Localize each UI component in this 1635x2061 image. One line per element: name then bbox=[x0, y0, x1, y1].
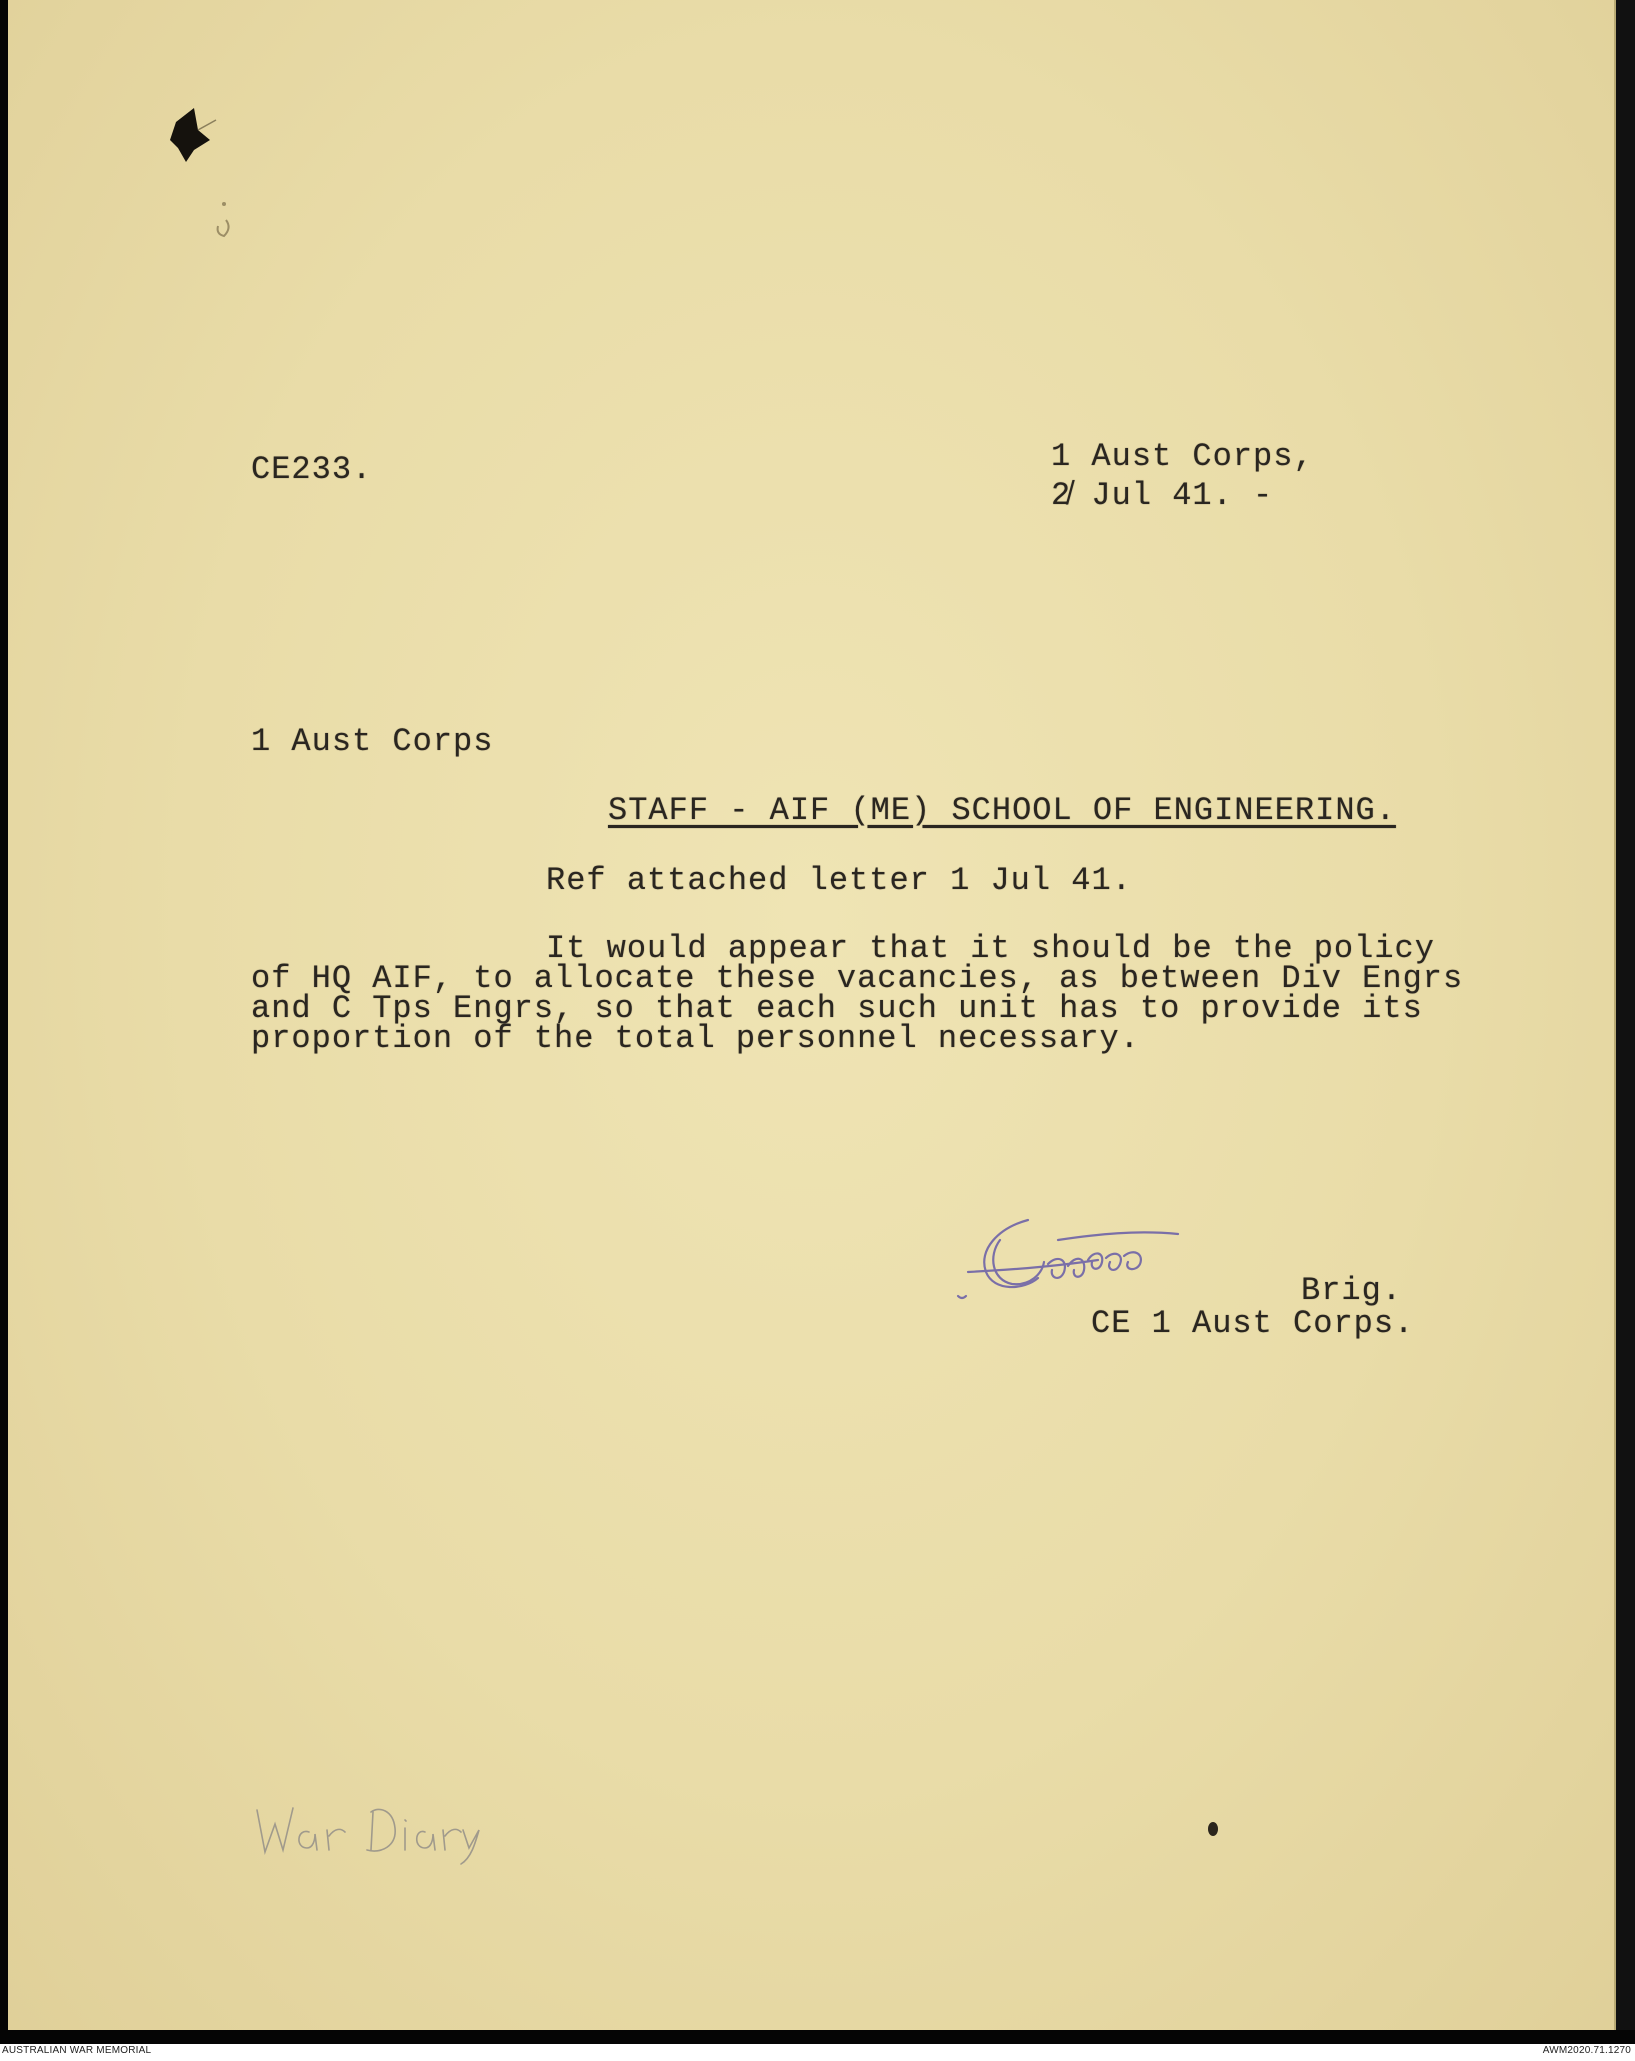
body-line: of HQ AIF, to allocate these vacancies, as between Div Engrs bbox=[251, 960, 1464, 997]
sender-address-line-1: 1 Aust Corps, bbox=[1051, 438, 1314, 475]
torn-punch-hole-mark bbox=[158, 100, 278, 260]
signatory-rank: Brig. bbox=[1301, 1272, 1403, 1309]
ink-speck bbox=[1208, 1822, 1218, 1836]
handwritten-pencil-note bbox=[253, 1790, 493, 1870]
reference-line: Ref attached letter 1 Jul 41. bbox=[546, 862, 1132, 899]
subject-heading: STAFF - AIF (ME) SCHOOL OF ENGINEERING. bbox=[608, 792, 1396, 829]
signatory-appointment: CE 1 Aust Corps. bbox=[1091, 1305, 1415, 1342]
scan-background-edge bbox=[1616, 0, 1635, 2030]
body-line: It would appear that it should be the policy bbox=[546, 930, 1435, 967]
archive-name: AUSTRALIAN WAR MEMORIAL bbox=[2, 2045, 152, 2056]
paper-sheet bbox=[8, 0, 1616, 2030]
reference-number: CE233. bbox=[251, 451, 373, 488]
recipient: 1 Aust Corps bbox=[251, 723, 494, 760]
letter-date: 2̸ Jul 41. - bbox=[1051, 477, 1274, 514]
body-line: and C Tps Engrs, so that each such unit has to provide its bbox=[251, 990, 1423, 1027]
caption-strip bbox=[0, 2044, 1635, 2061]
handwritten-signature bbox=[938, 1200, 1278, 1320]
body-line: proportion of the total personnel necessary. bbox=[251, 1020, 1140, 1057]
item-identifier: AWM2020.71.1270 bbox=[1542, 2045, 1631, 2056]
